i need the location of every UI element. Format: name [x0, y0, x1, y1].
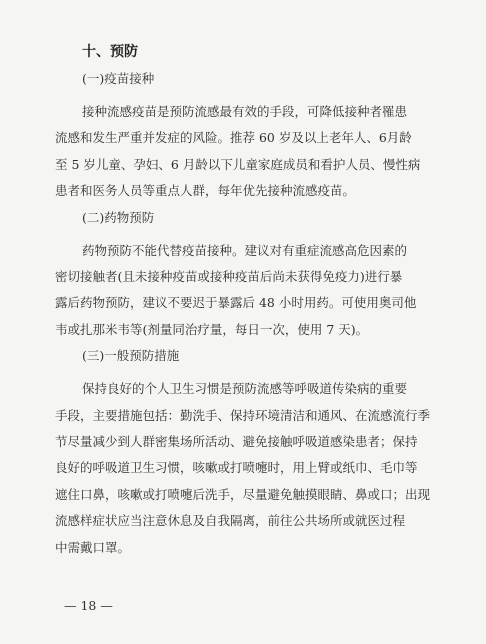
- paragraph-line: 中需戴口罩。: [55, 539, 131, 555]
- paragraph-line: 手段，主要措施包括：勤洗手、保持环境清洁和通风、在流感流行季: [55, 407, 431, 423]
- subsection-title-general-measures: (三)一般预防措施: [82, 348, 180, 364]
- paragraph-line: 流感和发生严重并发症的风险。推荐 60 岁及以上老年人、6月龄: [55, 130, 412, 146]
- paragraph-line: 保持良好的个人卫生习惯是预防流感等呼吸道传染病的重要: [82, 381, 408, 397]
- paragraph-line: 药物预防不能代替疫苗接种。建议对有重症流感高危因素的: [82, 242, 408, 258]
- paragraph-line: 患者和医务人员等重点人群，每年优先接种流感疫苗。: [55, 183, 356, 199]
- paragraph-line: 接种流感疫苗是预防流感最有效的手段，可降低接种者罹患: [82, 104, 408, 119]
- paragraph-vaccination: [55, 99, 435, 205]
- paragraph-line: 露后药物预防，建议不要迟于暴露后 48 小时用药。可使用奥司他: [55, 295, 417, 311]
- paragraph-line: 良好的呼吸道卫生习惯，咳嗽或打喷嚏时，用上臂或纸巾、毛巾等: [55, 460, 418, 476]
- paragraph-line: 流感样症状应当注意休息及自我隔离，前往公共场所或就医过程: [55, 513, 406, 529]
- paragraph-line: 密切接触者(且未接种疫苗或接种疫苗后尚未获得免疫力)进行暴: [55, 269, 403, 285]
- paragraph-drug-prevention: [55, 238, 435, 344]
- paragraph-line: 遮住口鼻，咳嗽或打喷嚏后洗手，尽量避免触摸眼睛、鼻或口；出现: [55, 486, 431, 502]
- page-content: [55, 42, 435, 565]
- section-title: 十、预防: [82, 44, 138, 60]
- subsection-title-vaccination: (一)疫苗接种: [82, 71, 155, 86]
- paragraph-general-measures: [55, 376, 435, 561]
- paragraph-line: 韦或扎那米韦等(剂量同治疗量，每日一次，使用 7 天)。: [55, 321, 369, 337]
- page-number: — 18 —: [64, 598, 113, 613]
- paragraph-line: 至 5 岁儿童、孕妇、6 月龄以下儿童家庭成员和看护人员、慢性病: [55, 156, 421, 172]
- paragraph-line: 节尽量减少到人群密集场所活动、避免接触呼吸道感染患者；保持: [55, 434, 418, 450]
- subsection-title-drug-prevention: (二)药物预防: [82, 209, 155, 225]
